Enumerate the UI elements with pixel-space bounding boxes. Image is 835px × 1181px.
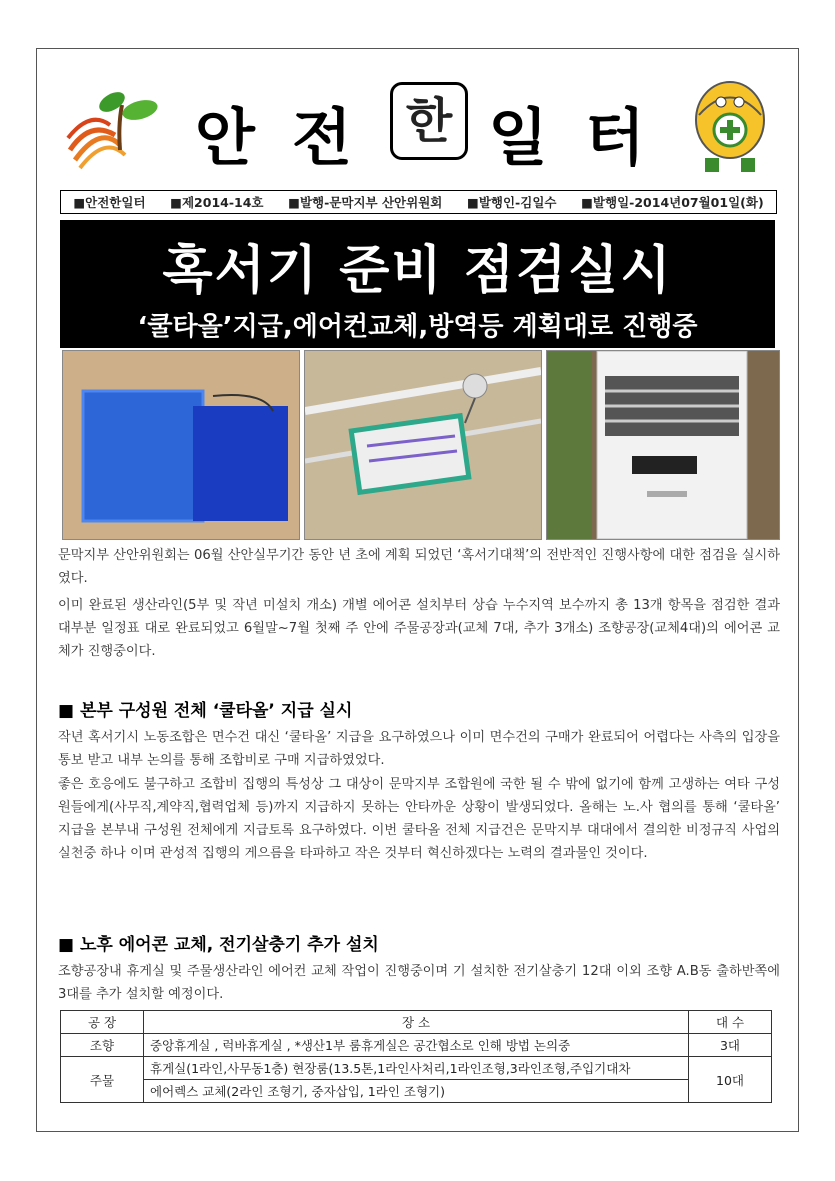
row1-place: 중앙휴게실 , 럭바휴게실 , *생산1부 룸휴게실은 공간협소로 인해 방법 논의중: [144, 1034, 689, 1057]
info-publisher: ■발행-문막지부 산안위원회: [288, 195, 443, 210]
masthead-char-3: 한: [390, 82, 468, 160]
headline-subtitle: ‘쿨타올’지급,에어컨교체,방역등 계획대로 진행중: [137, 312, 698, 342]
issue-info-bar: [60, 190, 777, 214]
header-place: 장 소: [144, 1011, 689, 1034]
row1-count: 3대: [689, 1034, 772, 1057]
bug-zapper-photo: [304, 350, 542, 540]
masthead-char-4: 일: [488, 101, 548, 174]
masthead-char-2: 전: [292, 101, 352, 174]
row1-plant: 조향: [61, 1034, 144, 1057]
info-editor: ■발행인-김일수: [467, 195, 557, 210]
table-row: [61, 1057, 772, 1080]
intro-paragraph-2: 이미 완료된 생산라인(5부 및 작년 미설치 개소) 개별 에어콘 설치부터 상습 누수지역 보수까지 총 13개 항목을 점검한 결과 대부분 일정표 대로 완료되었고 6월말~7월 첫째 주 안에 주물공장과(교체 7대, 추가 3개소) 조향공장(교체4대)의 에어콘 교체가 진행중이다.: [58, 598, 780, 659]
info-newsletter-name: ■안전한일터: [73, 195, 146, 210]
section1-paragraph-1: 작년 혹서기시 노동조합은 면수건 대신 ‘쿨타올’ 지급을 요구하였으나 이미 면수건의 구매가 완료되어 어렵다는 사측의 입장을 통보 받고 내부 논의를 통해 조합비로 구매 지급하였었다.: [58, 730, 780, 768]
headline-banner: [60, 220, 775, 348]
row2-place-1: 휴게실(1라인,사무동1층) 현장룸(13.5톤,1라인사처리,1라인조형,3라인조형,주입기대차: [144, 1057, 689, 1080]
installation-table: [60, 1010, 772, 1103]
header-count: 대 수: [689, 1011, 772, 1034]
table-row: [61, 1034, 772, 1057]
section1-paragraph-2: 좋은 호응에도 불구하고 조합비 집행의 특성상 그 대상이 문막지부 조합원에 국한 될 수 밖에 없기에 함께 고생하는 여타 구성원들에게(사무직,계약직,협력업체 등)까지 지급하지 못하는 안타까운 상황이 발생되었다. 올해는 노.사 협의를 통해 ‘쿨타올’ 지급을 본부내 구성원 전체에게 지급토록 요구하였다. 이번 쿨타올 전체 지급건은 문막지부 대대에서 결의한 비정규직 사업의 실천중 하나 이며 관성적 집행의 게으름을 타파하고 작은 것부터 혁신하겠다는 노력의 결과물인 것이다.: [58, 777, 781, 861]
row2-place-2: 에어렉스 교체(2라인 조형기, 중자삽입, 1라인 조형기): [144, 1080, 689, 1103]
header-plant: 공 장: [61, 1011, 144, 1034]
leaf-logo-icon: [60, 80, 180, 170]
table-row: [61, 1080, 772, 1103]
masthead-char-1: 안: [195, 101, 255, 174]
row2-plant: 주물: [61, 1057, 144, 1103]
info-publish-date: ■발행일-2014년07월01일(화): [581, 195, 764, 210]
section2-paragraph-1: 조향공장내 휴게실 및 주물생산라인 에어컨 교체 작업이 진행중이며 기 설치한 전기살충기 12대 이외 조향 A.B동 출하반쪽에 3대를 추가 설치할 예정이다.: [58, 964, 780, 1002]
safety-mascot-icon: [685, 70, 775, 180]
masthead: [60, 70, 775, 180]
air-conditioner-photo: [546, 350, 780, 540]
cool-towel-photo: [62, 350, 300, 540]
masthead-char-5: 터: [585, 101, 645, 174]
section2-heading: ■ 노후 에어콘 교체, 전기살충기 추가 설치: [58, 935, 379, 955]
intro-paragraph-1: 문막지부 산안위원회는 06월 산안실무기간 동안 년 초에 계획 되었던 ‘혹서기대책’의 전반적인 진행사항에 대한 점검을 실시하였다.: [58, 548, 780, 586]
section1-heading: ■ 본부 구성원 전체 ‘쿨타올’ 지급 실시: [58, 701, 353, 721]
row2-count: 10대: [689, 1057, 772, 1103]
info-issue-number: ■제2014-14호: [170, 195, 264, 210]
headline-title: 혹서기 준비 점검실시: [162, 241, 673, 301]
table-header-row: [61, 1011, 772, 1034]
photo-strip: [60, 350, 780, 540]
